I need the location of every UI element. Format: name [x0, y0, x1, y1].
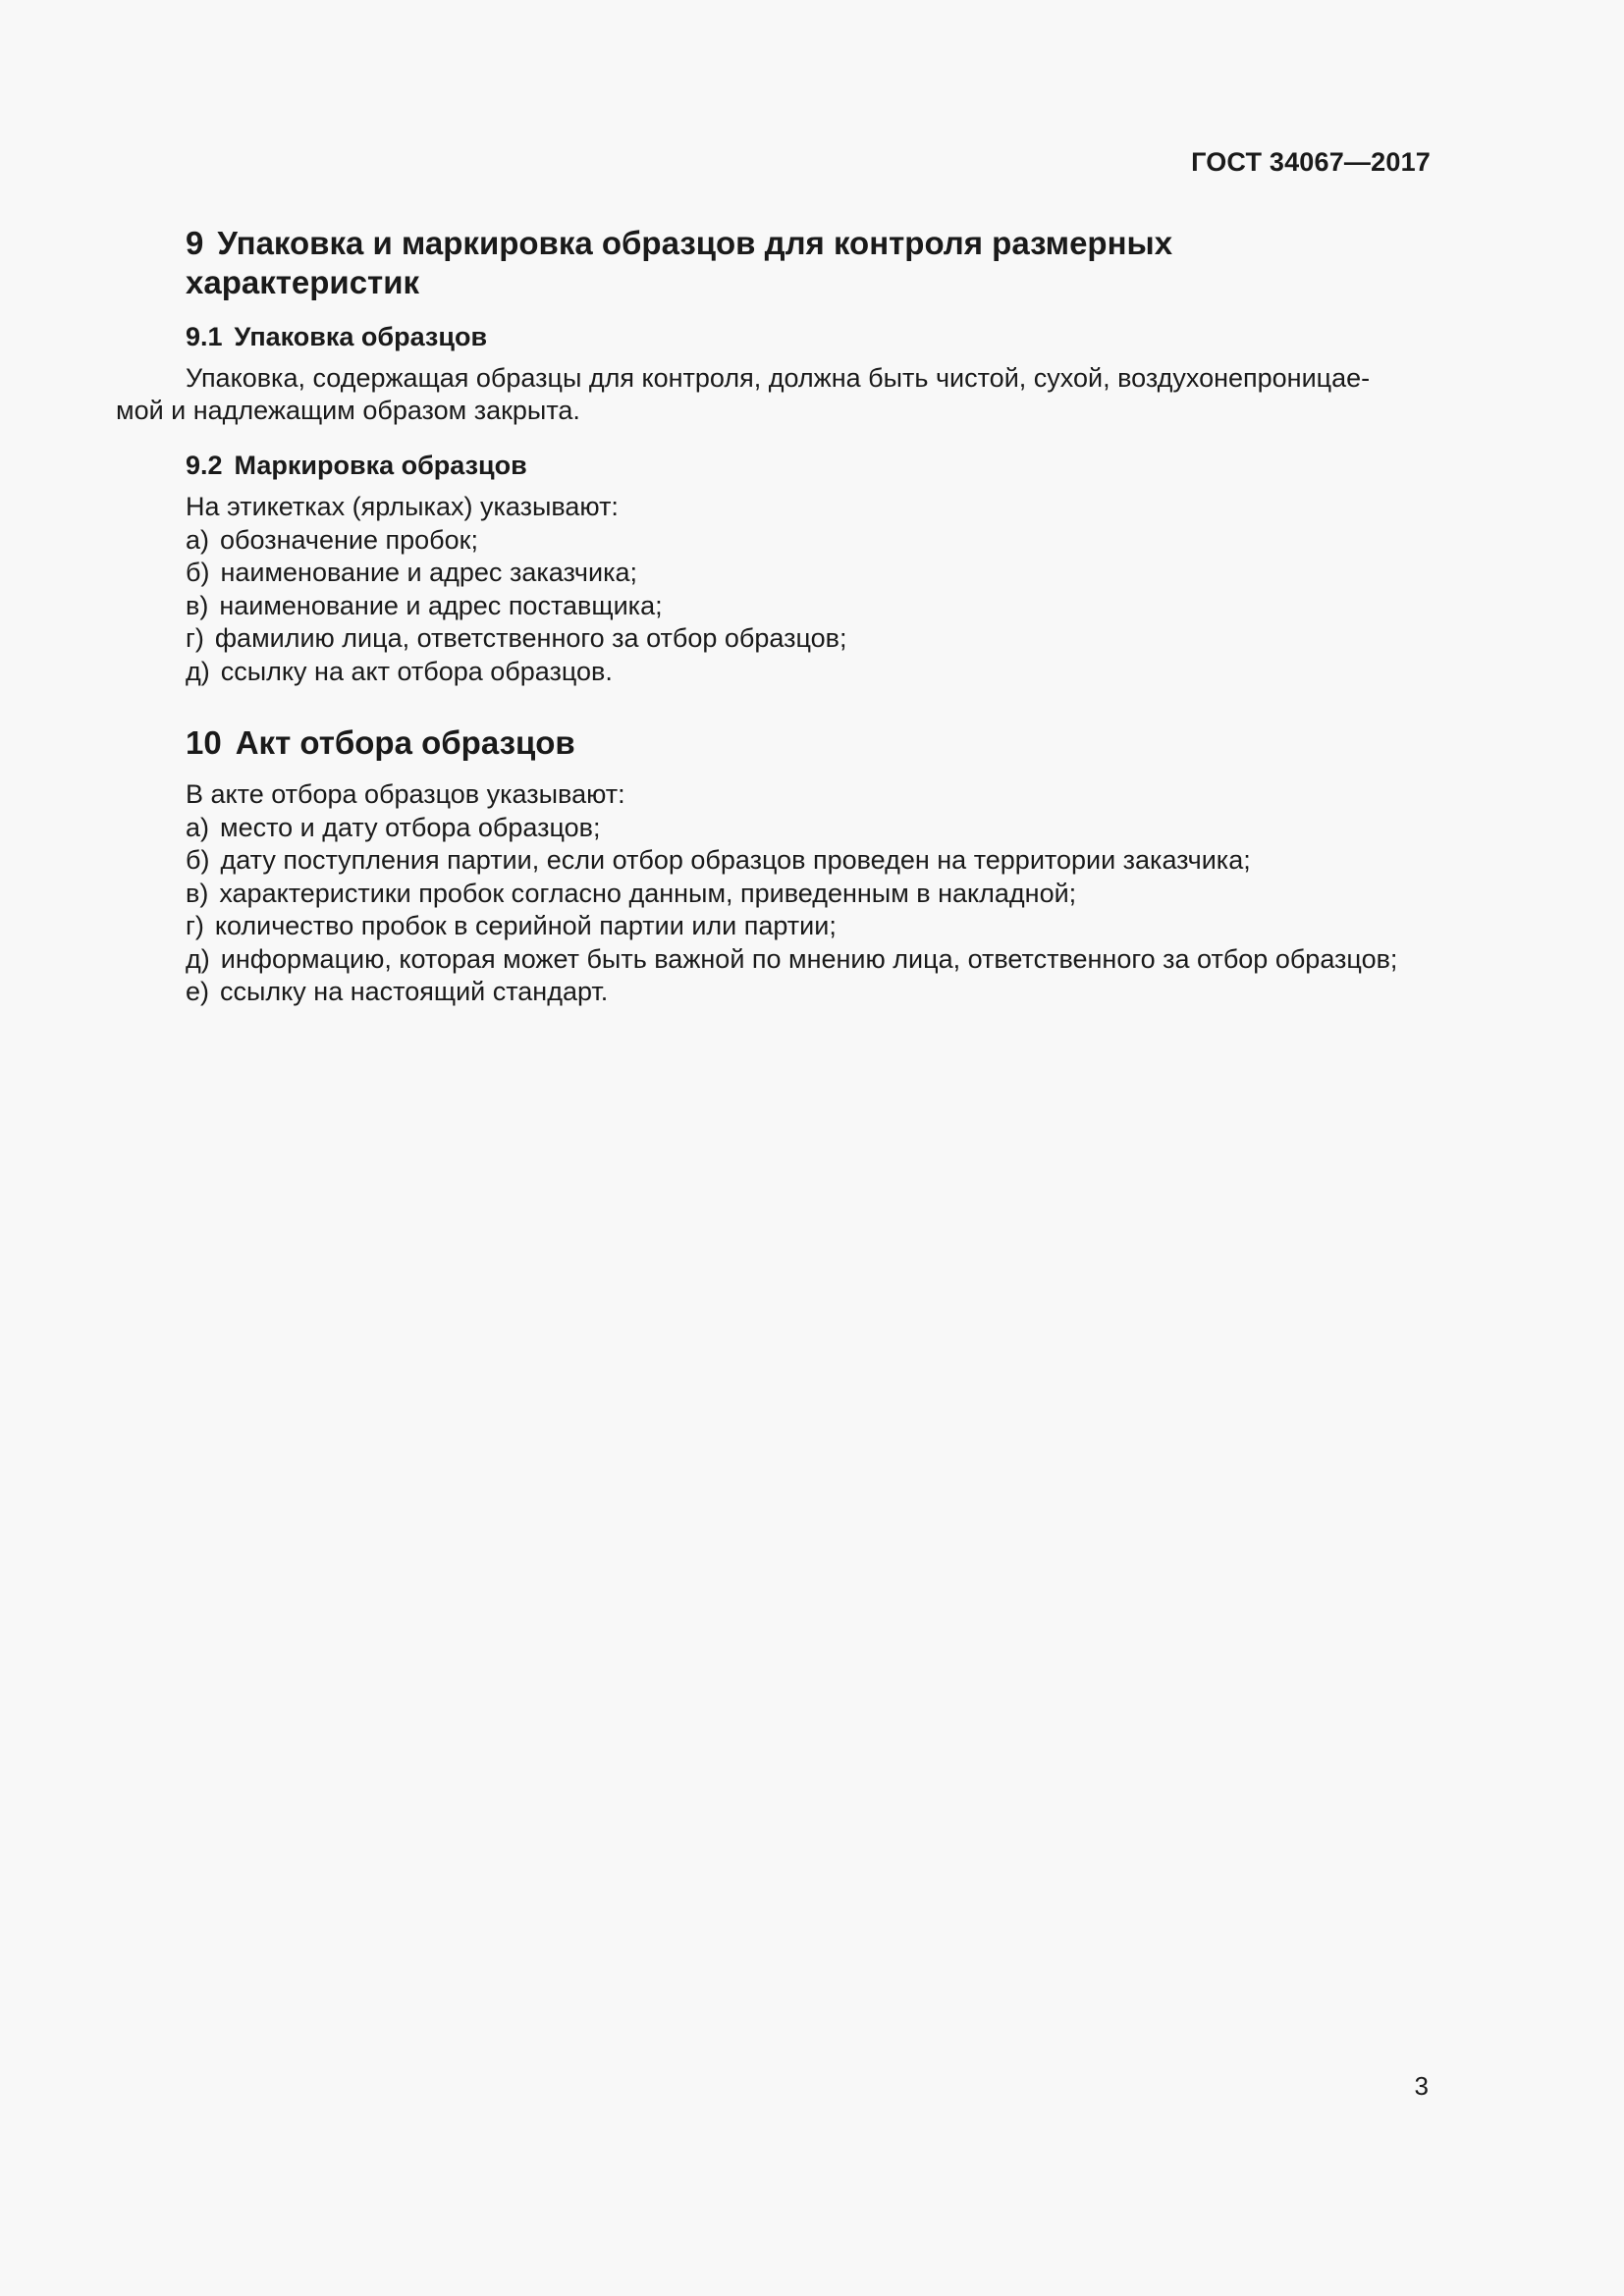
packaging-paragraph: Упаковка, содержащая образцы для контроля, должна быть чистой, сухой, воздухонепроницае- мой и надлежащим образом закрыта. — [116, 363, 1371, 425]
list-item — [186, 524, 1431, 558]
list-item — [186, 590, 1431, 623]
labels-list — [186, 524, 1431, 689]
section-9-title-line2: характеристик — [186, 264, 420, 300]
page-number: 3 — [1414, 2071, 1429, 2101]
list-item — [186, 812, 1431, 845]
list-item-text: фамилию лица, ответственного за отбор образцов; — [214, 623, 847, 653]
act-list — [186, 812, 1431, 1009]
subsection-9-1-title: Упаковка образцов — [234, 322, 488, 351]
list-item-marker: в) — [186, 878, 209, 908]
list-item-marker: г) — [186, 911, 204, 940]
subsection-9-2-number: 9.2 — [186, 451, 223, 480]
labels-lead-text: На этикетках (ярлыках) указывают: — [186, 492, 619, 521]
list-item-text: обозначение пробок; — [220, 524, 478, 555]
list-item — [186, 878, 1431, 911]
list-item-text: информацию, которая может быть важной по мнению лица, ответственного за отбор образцов; — [220, 943, 1398, 974]
section-9-heading — [186, 224, 1431, 302]
section-10-heading — [186, 723, 1431, 763]
subsection-9-2-heading — [186, 449, 1431, 482]
list-item-marker: а) — [186, 524, 210, 555]
list-item — [186, 910, 1431, 943]
list-item-marker: а) — [186, 812, 210, 842]
page-content — [116, 224, 1431, 1009]
list-item-text: ссылку на акт отбора образцов. — [220, 656, 613, 686]
list-item-marker: б) — [186, 845, 210, 875]
section-10-title: Акт отбора образцов — [235, 724, 575, 761]
list-item-text: ссылку на настоящий стандарт. — [220, 977, 609, 1006]
list-item-text: количество пробок в серийной партии или партии; — [214, 911, 837, 940]
list-item-text: наименование и адрес заказчика; — [220, 558, 638, 587]
list-item-marker: г) — [186, 623, 204, 653]
list-item-marker: б) — [186, 558, 210, 587]
list-item-text: наименование и адрес поставщика; — [219, 590, 663, 620]
list-item — [186, 622, 1431, 656]
list-item — [186, 557, 1431, 590]
list-item-marker: д) — [186, 943, 210, 974]
list-item — [186, 844, 1431, 878]
list-item — [186, 943, 1431, 977]
list-item-text: характеристики пробок согласно данным, приведенным в накладной; — [219, 878, 1077, 908]
list-item-text: место и дату отбора образцов; — [220, 812, 601, 842]
list-item-marker: в) — [186, 590, 209, 620]
list-item-marker: д) — [186, 656, 210, 686]
list-item — [186, 976, 1431, 1009]
list-item-text: дату поступления партии, если отбор образцов проведен на территории заказчика; — [220, 845, 1251, 875]
subsection-9-2-title: Маркировка образцов — [234, 451, 527, 480]
list-item-marker: е) — [186, 977, 210, 1006]
section-9-number: 9 — [186, 225, 204, 261]
document-code: ГОСТ 34067—2017 — [1191, 147, 1431, 177]
section-10-number: 10 — [186, 724, 222, 761]
act-lead-text: В акте отбора образцов указывают: — [186, 779, 625, 809]
subsection-9-1-number: 9.1 — [186, 322, 223, 351]
list-item — [186, 656, 1431, 689]
section-9-title-line1: Упаковка и маркировка образцов для контроля размерных — [217, 225, 1173, 261]
subsection-9-1-heading — [186, 320, 1431, 353]
